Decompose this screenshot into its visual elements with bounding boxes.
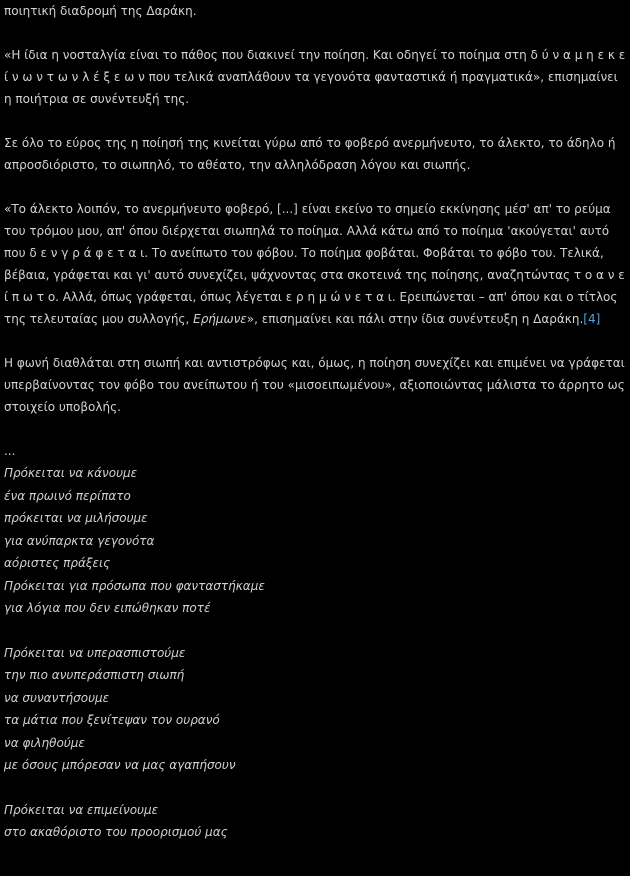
poem-line: με όσους μπόρεσαν να μας αγαπήσουν	[4, 758, 236, 772]
paragraph-text: «Το άλεκτο λοιπόν, το ανερμήνευτο φοβερό, [...] είναι εκείνο το σημείο εκκίνησης μέσ' απ' το ρεύμα του τρόμου μου, απ' όπου διέρχεται σιωπηλά το ποίημα. Αλλά κάτω από το ποίημα 'ακούγεται' αυτό που	[4, 202, 611, 260]
intro-line: ποιητική διαδρομή της Δαράκη.	[4, 4, 197, 18]
poem-line: να συναντήσουμε	[4, 690, 110, 705]
poem-line: ένα πρωινό περίπατο	[4, 488, 131, 503]
poem-line: Πρόκειται να υπερασπιστούμε	[4, 645, 186, 660]
poem-line: αόριστες πράξεις	[4, 556, 111, 570]
paragraph-gap	[4, 418, 626, 440]
paragraph-gap	[4, 22, 626, 44]
spaced-emphasis: τ ο α ν ε ί π ω τ ο	[4, 268, 625, 304]
poem-line: Πρόκειται να κάνουμε	[4, 466, 138, 480]
spaced-emphasis: ε ρ η μ ώ ν ε τ α ι	[285, 290, 392, 304]
paragraph-quote-nostalgia	[4, 44, 626, 110]
spaced-emphasis: δ ε ν γ ρ ά φ ε τ α ι	[29, 246, 145, 260]
poem-line: να φιληθούμε	[4, 735, 85, 750]
poem-stanza-1	[4, 462, 626, 620]
paragraph-gap	[4, 176, 626, 198]
paragraph-gap	[4, 330, 626, 352]
collection-title: Ερήμωνε	[193, 312, 247, 326]
paragraph-text: «Η ίδια η νοσταλγία είναι το πάθος που διακινεί την ποίηση. Και οδηγεί το ποίημα στη	[4, 48, 531, 62]
paragraph-quote-fear	[4, 198, 626, 330]
stanza-gap	[4, 777, 626, 799]
article-body	[4, 0, 626, 844]
paragraph-text: . Ερειπώνεται – απ' όπου και ο τίτλος της τελευταίας μου συλλογής,	[4, 290, 618, 326]
poem-line: Πρόκειται για πρόσωπα που φανταστήκαμε	[4, 578, 265, 593]
poem-ellipsis: ...	[4, 444, 16, 458]
paragraph-text: . Το ανείπωτο του φόβου. Το ποίημα φοβάται. Φοβάται το φόβο του. Τελικά, βέβαια, γράφεται και γι' αυτό συνεχίζει, ψάχνοντας στα σκοτεινά της ποίησης, αναζητώντας	[4, 246, 604, 282]
poem-line: την πιο ανυπεράσπιστη σιωπή	[4, 668, 185, 682]
paragraph-gap	[4, 110, 626, 132]
spaced-emphasis: δ ύ ν α μ η ε κ ε ί ν ω ν τ ω ν λ έ ξ ε ω ν	[4, 48, 626, 84]
paragraph-scope: Σε όλο το εύρος της η ποίησή της κινείται γύρω από το φοβερό ανερμήνευτο, το άλεκτο, το άδηλο ή απροσδιόριστο, το σιωπηλό, το αθέατο, την αλληλόδραση λόγου και σιωπής.	[4, 136, 616, 172]
poem-stanza-3	[4, 799, 626, 844]
poem-line: στο ακαθόριστο του προορισμού μας	[4, 825, 228, 839]
paragraph-text: που τελικά αναπλάθουν τα γεγονότα φανταστικά ή πραγματικά», επισημαίνει η ποιήτρια σε συνέντευξή της.	[4, 70, 618, 106]
paragraph-voice: Η φωνή διαθλάται στη σιωπή και αντιστρόφως και, όμως, η ποίηση συνεχίζει και επιμένει να γράφεται υπερβαίνοντας τον φόβο του ανείπωτου ή του «μισοειπωμένου», αξιοποιώντας μάλιστα το άρρητο ως στοιχείο υποβολής.	[4, 356, 625, 414]
poem-line: Πρόκειται να επιμείνουμε	[4, 802, 159, 817]
poem-line: τα μάτια που ξενίτεψαν τον ουρανό	[4, 713, 220, 727]
poem-line: για λόγια που δεν ειπώθηκαν ποτέ	[4, 601, 211, 615]
footnote-link[interactable]: [4]	[583, 312, 601, 326]
poem-stanza-2	[4, 642, 626, 777]
poem-line: για ανύπαρκτα γεγονότα	[4, 533, 155, 548]
paragraph-text: . Αλλά, όπως γράφεται, όπως λέγεται	[55, 290, 286, 304]
stanza-gap	[4, 620, 626, 642]
paragraph-text: », επισημαίνει και πάλι στην ίδια συνέντευξη η Δαράκη.	[246, 312, 584, 326]
poem-line: πρόκειται να μιλήσουμε	[4, 511, 148, 525]
poem	[4, 440, 626, 844]
